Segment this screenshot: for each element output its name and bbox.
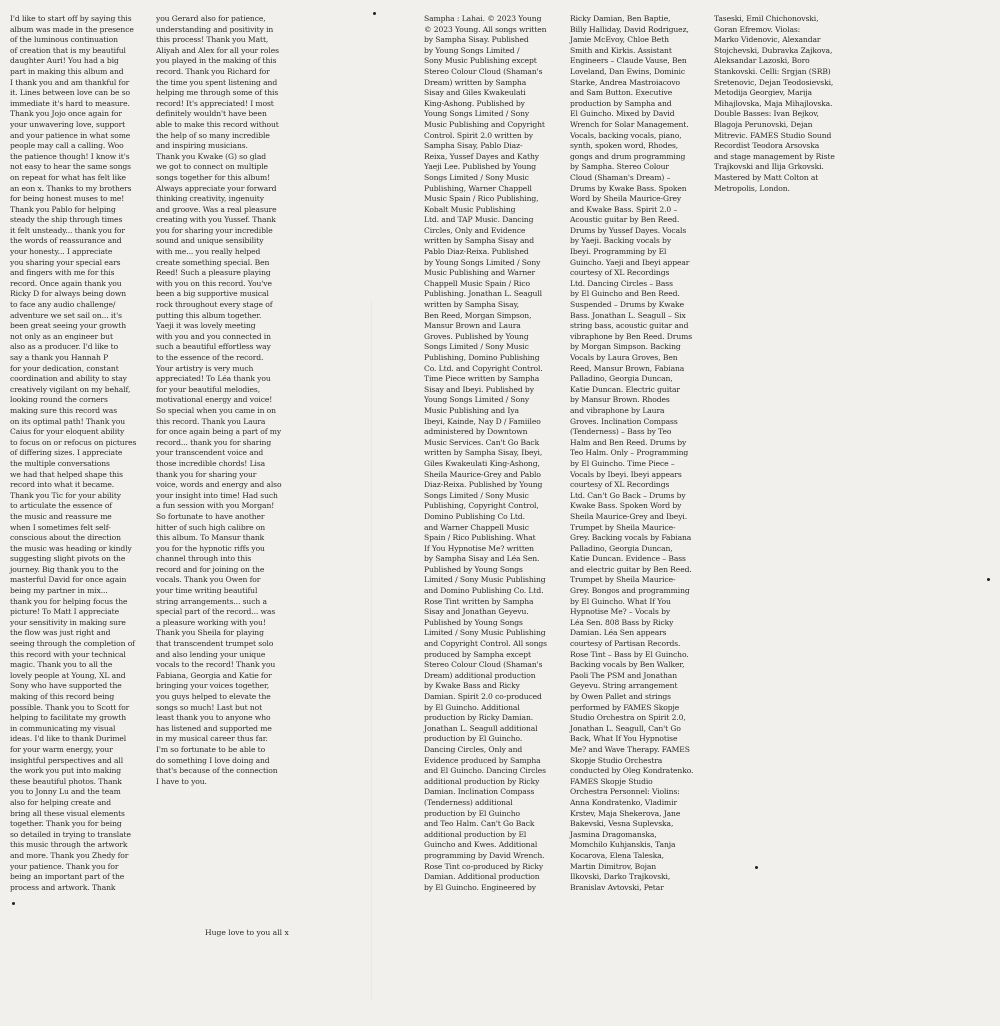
page-fold — [371, 300, 372, 1000]
credits-column-3: Taseski, Emil Chichonovski, Goran Efremov. Violas: Marko Videnovic, Alexandar Stojchevski, Dubravka Zajkova, Aleksandar Lazoski, Boro Stankovski. Celli: Srgjan (SRB) Sretenovic, Dejan Teodosievski, Metodija Georgiev, Marija Mihajlovska, Maja Mihajlovska. Double Basses: Ivan Bejkov, Blagoja Perunovski, Dejan Mitrevic. FAMES Studio Sound Recordist Teodora Arsovska and stage management by Riste Trajkovski and Ilija Grkovski. Mastered by Matt Colton at Metropolis, London. — [714, 14, 835, 193]
credits-column-2: Ricky Damian, Ben Baptie, Billy Halliday, David Rodriguez, Jamie McEvoy, Chloe Beth Smith and Kirkis. Assistant Engineers – Claude Vause, Ben Loveland, Dan Ewins, Dominic Starke, Andrea Mastroiacovo and Sam Button. Executive production by Sampha and El Guincho. Mixed by David Wrench for Solar Management. Vocals, backing vocals, piano, synth, spoken word, Rhodes, gongs and drum programming by Sampha. Stereo Colour Cloud (Shaman's Dream) – Drums by Kwake Bass. Spoken Word by Sheila Maurice-Grey and Kwake Bass. Spirit 2.0 – Acoustic guitar by Ben Reed. Drums by Yussef Dayes. Vocals by Yaeji. Backing vocals by Ibeyi. Programming by El Guincho. Yaeji and Ibeyi appear courtesy of XL Recordings Ltd. Dancing Circles – Bass by El Guincho and Ben Reed. Suspended – Drums by Kwake Bass. Jonathan L. Seagull – Six string bass, acoustic guitar and vibraphone by Ben Reed. Drums by Morgan Simpson. Backing Vocals by Laura Groves, Ben Reed, Mansur Brown, Fabiana Palladino, Georgia Duncan, Katie Duncan. Electric guitar by Mansur Brown. Rhodes and vibraphone by Laura Groves. Inclination Compass (Tenderness) – Bass by Teo Halm and Ben Reed. Drums by Teo Halm. Only – Programming by El Guincho. Time Piece – Vocals by Ibeyi. Ibeyi appears courtesy of XL Recordings Ltd. Can't Go Back – Drums by Kwake Bass. Spoken Word by Sheila Maurice-Grey and Ibeyi. Trumpet by Sheila Maurice- Grey. Backing vocals by Fabiana Palladino, Georgia Duncan, Katie Duncan. Evidence – Bass and electric guitar by Ben Reed. Trumpet by Sheila Maurice- Grey. Bongos and programming by El Guincho. What If You Hypnotise Me? – Vocals by Léa Sen. 808 Bass by Ricky Damian. Léa Sen appears courtesy of Partisan Records. Rose Tint – Bass by El Guincho. Backing vocals by Ben Walker, Paoli The PSM and Jonathan Geyevu. String arrangement by Owen Pallet and strings performed by FAMES Skopje Studio Orchestra on Spirit 2.0, Jonathan L. Seagull, Can't Go Back, What If You Hypnotise Me? and Wave Therapy. FAMES Skopje Studio Orchestra conducted by Oleg Kondratenko. FAMES Skopje Studio Orchestra Personnel: Violins: Anna Kondratenko, Vladimir Krstev, Maja Shekerova, Jane Bakevski, Vesna Suplevska, Jasmina Dragomanska, Momchilo Kuhjanskis, Tanja Kocarova, Elena Taleska, Martin Dimitrov, Bojan Ilkovski, Darko Trajkovski, Branislav Avtovski, Petar — [570, 14, 694, 892]
print-mark — [755, 866, 758, 869]
print-mark — [12, 902, 15, 905]
credits-column-1: Sampha : Lahai. © 2023 Young © 2023 Young. All songs written by Sampha Sisay. Published by Young Songs Limited / Sony Music Publishing except Stereo Colour Cloud (Shaman's Dream) written by Sampha Sisay and Giles Kwakeulati King-Ashong. Published by Young Songs Limited / Sony Music Publishing and Copyright Control. Spirit 2.0 written by Sampha Sisay, Pablo Diaz- Reixa, Yussef Dayes and Kathy Yaeji Lee. Published by Young Songs Limited / Sony Music Publishing, Warner Chappell Music Spain / Rico Publishing, Kobalt Music Publishing Ltd. and TAP Music. Dancing Circles, Only and Evidence written by Sampha Sisay and Pablo Diaz-Reixa. Published by Young Songs Limited / Sony Music Publishing and Warner Chappell Music Spain / Rico Publishing. Jonathan L. Seagull written by Sampha Sisay, Ben Reed, Morgan Simpson, Mansur Brown and Laura Groves. Published by Young Songs Limited / Sony Music Publishing, Domino Publishing Co. Ltd. and Copyright Control. Time Piece written by Sampha Sisay and Ibeyi. Published by Young Songs Limited / Sony Music Publishing and Iya Ibeyi, Kainde, Nay D / Famiileo administered by Downtown Music Services. Can't Go Back written by Sampha Sisay, Ibeyi, Giles Kwakeulati King-Ashong, Sheila Maurice-Grey and Pablo Diaz-Reixa. Published by Young Songs Limited / Sony Music Publishing, Copyright Control, Domino Publishing Co Ltd. and Warner Chappell Music Spain / Rico Publishing. What If You Hypnotise Me? written by Sampha Sisay and Léa Sen. Published by Young Songs Limited / Sony Music Publishing and Domino Publishing Co. Ltd. Rose Tint written by Sampha Sisay and Jonathan Geyevu. Published by Young Songs Limited / Sony Music Publishing and Copyright Control. All songs produced by Sampha except Stereo Colour Cloud (Shaman's Dream) additional production by Kwake Bass and Ricky Damian. Spirit 2.0 co-produced by El Guincho. Additional production by Ricky Damian. Jonathan L. Seagull additional production by El Guincho. Dancing Circles, Only and Evidence produced by Sampha and El Guincho. Dancing Circles additional production by Ricky Damian. Inclination Compass (Tenderness) additional production by El Guincho and Teo Halm. Can't Go Back additional production by El Guincho and Kwes. Additional programming by David Wrench. Rose Tint co-produced by Ricky Damian. Additional production by El Guincho. Engineered by — [424, 14, 547, 892]
print-mark — [373, 12, 376, 15]
liner-notes-column-1: I'd like to start off by saying this album was made in the presence of the luminous continuation of creation that is my beautiful daughter Auri! You had a big part in making this album and I thank you and am thankful for it. Lines between love can be so immediate it's hard to measure. Thank you Jojo once again for your unwavering love, support and your patience in what some people may call a calling. Woo the patience though! I know it's not easy to hear the same songs on repeat for what has felt like an eon x. Thanks to my brothers for being honest muses to me! Thank you Pablo for helping steady the ship through times it felt unsteady... thank you for the words of reassurance and your honesty... I appreciate you sharing your special ears and fingers with me for this record. Once again thank you Ricky D for always being down to face any audio challenge/ adventure we set sail on... it's been great seeing your growth not only as an engineer but also as a producer. I'd like to say a thank you Hannah P for your dedication, constant coordination and ability to stay creatively vigilant on my behalf, looking round the corners making sure this record was on its optimal path! Thank you Caius for your eloquent ability to focus on or refocus on pictures of differing sizes. I appreciate the multiple conversations we had that helped shape this record into what it became. Thank you Tic for your ability to articulate the essence of the music and reassure me when I sometimes felt self- conscious about the direction the music was heading or kindly suggesting slight pivots on the journey. Big thank you to the masterful David for once again being my partner in mix... thank you for helping focus the picture! To Matt I appreciate your sensitivity in making sure the flow was just right and seeing through the completion of this record with your technical magic. Thank you to all the lovely people at Young, XL and Sony who have supported the making of this record being possible. Thank you to Scott for helping to facilitate my growth in communicating my visual ideas. I'd like to thank Durimel for your warm energy, your insightful perspectives and all the work you put into making these beautiful photos. Thank you to Jonny Lu and the team also for helping create and bring all these visual elements together. Thank you for being so detailed in trying to translate this music through the artwork and more. Thank you Zhedy for your patience. Thank you for being an important part of the process and artwork. Thank — [10, 14, 137, 892]
signoff-text: Huge love to you all x — [205, 928, 289, 937]
print-mark — [987, 578, 990, 581]
liner-notes-column-2: you Gerard also for patience, understanding and positivity in this process! Thank you Matt, Aliyah and Alex for all your roles you played in the making of this record. Thank you Richard for the time you spent listening and helping me through some of this record! It's appreciated! I most definitely wouldn't have been able to make this record without the help of so many incredible and inspiring musicians. Thank you Kwake (G) so glad we got to connect on multiple songs together for this album! Always appreciate your forward thinking creativity, ingenuity and groove. Was a real pleasure creating with you Yussef. Thank you for sharing your incredible sound and unique sensibility with me... you really helped create something special. Ben Reed! Such a pleasure playing with you on this record. You've been a big supportive musical rock throughout every stage of putting this album together. Yaeji it was lovely meeting with you and you connected in such a beautiful effortless way to the essence of the record. Your artistry is very much appreciated! To Léa thank you for your beautiful melodies, motivational energy and voice! So special when you came in on this record. Thank you Laura for once again being a part of my record... thank you for sharing your transcendent voice and those incredible chords! Lisa thank you for sharing your voice, words and energy and also your insight into time! Had such a fun session with you Morgan! So fortunate to have another hitter of such high calibre on this album. To Mansur thank you for the hypnotic riffs you channel through into this record and for joining on the vocals. Thank you Owen for your time writing beautiful string arrangements... such a special part of the record... was a pleasure working with you! Thank you Sheila for playing that transcendent trumpet solo and also lending your unique vocals to the record! Thank you Fabiana, Georgia and Katie for bringing your voices together, you guys helped to elevate the songs so much! Last but not least thank you to anyone who has listened and supported me in my musical career thus far. I'm so fortunate to be able to do something I love doing and that's because of the connection I have to you. — [156, 14, 282, 786]
